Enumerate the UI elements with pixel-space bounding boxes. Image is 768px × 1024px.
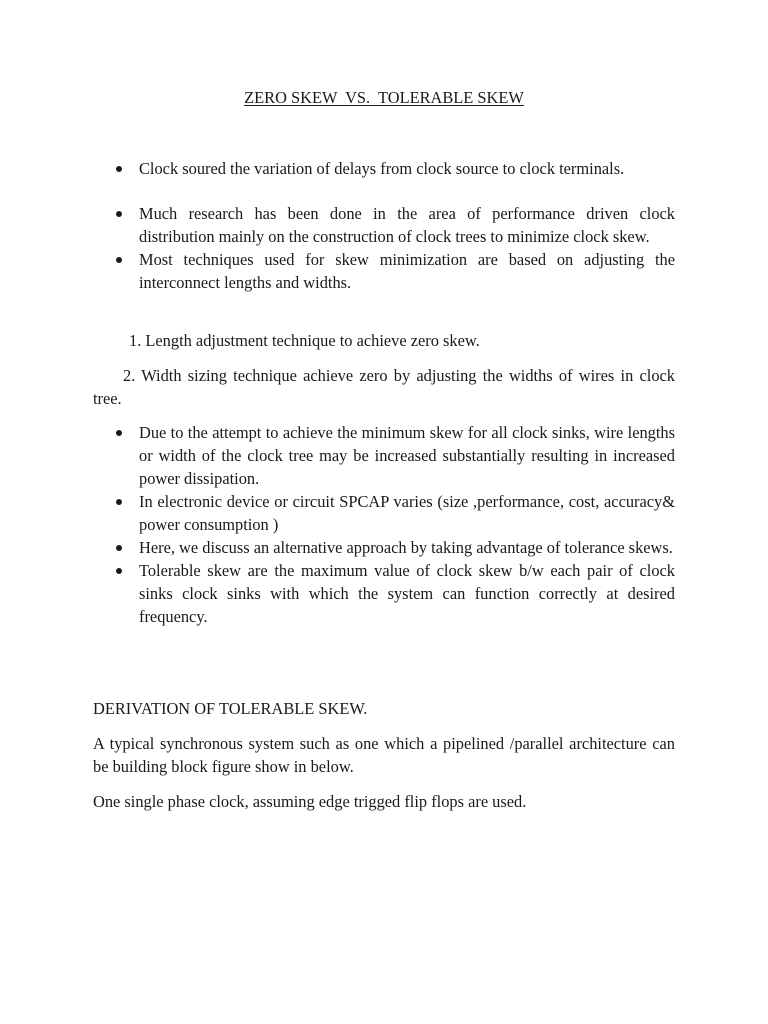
list-item-text: Much research has been done in the area of performance driven clock distribution mainly on the construction of clock trees to minimize clock skew. — [139, 204, 675, 246]
list-item-text: Due to the attempt to achieve the minimum skew for all clock sinks, wire lengths or width of the clock tree may be increased substantially resulting in increased power dissipation. — [139, 423, 675, 488]
paragraph: One single phase clock, assuming edge trigged flip flops are used. — [93, 792, 527, 811]
bullet-list-details — [93, 421, 675, 628]
paragraph: A typical synchronous system such as one which a pipelined /parallel architecture can be building block figure show in below. — [93, 734, 675, 776]
document-title — [0, 86, 768, 109]
bullet-icon — [116, 430, 122, 436]
bullet-icon — [116, 166, 122, 172]
list-item — [93, 157, 675, 180]
bullet-icon — [116, 568, 122, 574]
bullet-icon — [116, 211, 122, 217]
list-item-text: Clock soured the variation of delays from clock source to clock terminals. — [139, 159, 625, 178]
list-item-text: Here, we discuss an alternative approach by taking advantage of tolerance skews. — [139, 538, 673, 557]
bullet-list-intro — [93, 157, 675, 294]
bullet-icon — [116, 499, 122, 505]
numbered-item-1: 1. Length adjustment technique to achieve zero skew. — [129, 331, 480, 350]
list-item — [93, 536, 675, 559]
list-item — [93, 421, 675, 490]
numbered-item-2: 2. Width sizing technique achieve zero by adjusting the widths of wires in clock tree. — [93, 366, 675, 408]
list-item-text: In electronic device or circuit SPCAP varies (size ,performance, cost, accuracy& power consumption ) — [139, 492, 675, 534]
bullet-icon — [116, 545, 122, 551]
bullet-icon — [116, 257, 122, 263]
document-title-text: ZERO SKEW VS. TOLERABLE SKEW — [244, 88, 524, 107]
list-item-text: Tolerable skew are the maximum value of clock skew b/w each pair of clock sinks clock sinks with which the system can function correctly at desired frequency. — [139, 561, 675, 626]
list-item — [93, 248, 675, 294]
list-item — [93, 490, 675, 536]
list-item — [93, 559, 675, 628]
list-item-text: Most techniques used for skew minimization are based on adjusting the interconnect lengths and widths. — [139, 250, 675, 292]
section-heading: DERIVATION OF TOLERABLE SKEW. — [93, 699, 368, 718]
list-item — [93, 202, 675, 248]
